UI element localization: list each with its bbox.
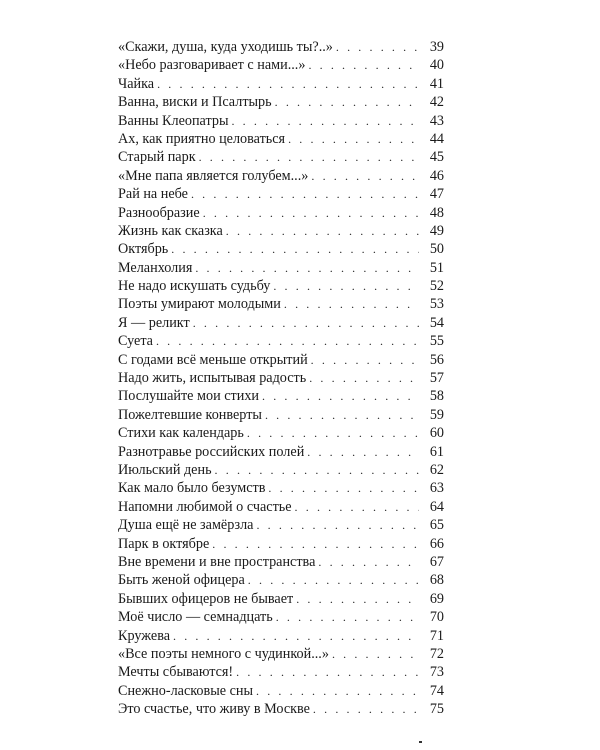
toc-entry xyxy=(118,222,444,240)
toc-entry-title: Суета xyxy=(118,333,153,350)
toc-dot-leader xyxy=(248,571,419,589)
toc-entry xyxy=(118,498,444,516)
toc-entry-page-number: 68 xyxy=(429,572,444,589)
toc-entry-title: «Мне папа является голубем...» xyxy=(118,167,309,184)
toc-entry xyxy=(118,38,444,56)
toc-dot-leader xyxy=(203,204,419,222)
toc-entry-title: Парк в октябре xyxy=(118,535,210,552)
toc-dot-leader xyxy=(157,75,419,93)
toc-entry-page-number: 73 xyxy=(429,664,444,681)
toc-entry xyxy=(118,461,444,479)
toc-dot-leader xyxy=(199,148,419,166)
toc-entry xyxy=(118,645,444,663)
toc-dot-leader xyxy=(318,553,419,571)
toc-entry xyxy=(118,479,444,497)
toc-entry xyxy=(118,167,444,185)
toc-entry xyxy=(118,627,444,645)
toc-entry-title: Ванна, виски и Псалтырь xyxy=(118,94,272,111)
toc-entry xyxy=(118,571,444,589)
toc-dot-leader xyxy=(156,332,419,350)
toc-entry-title: Кружева xyxy=(118,627,170,644)
toc-entry xyxy=(118,277,444,295)
toc-entry xyxy=(118,553,444,571)
toc-entry-title: Жизнь как сказка xyxy=(118,222,223,239)
toc-entry-page-number: 69 xyxy=(429,590,444,607)
toc-entry-title: Мечты сбываются! xyxy=(118,664,234,681)
toc-entry-title: Ах, как приятно целоваться xyxy=(118,130,286,147)
toc-entry xyxy=(118,75,444,93)
toc-entry-page-number: 62 xyxy=(429,461,444,478)
toc-entry xyxy=(118,351,444,369)
toc-entry-page-number: 72 xyxy=(429,645,444,662)
toc-entry-page-number: 39 xyxy=(429,39,444,55)
toc-entry-page-number: 52 xyxy=(429,278,444,295)
toc-dot-leader xyxy=(256,682,419,700)
toc-dot-leader xyxy=(284,295,419,313)
toc-entry-title: Моё число — семнадцать xyxy=(118,609,273,626)
toc-entry-title: Это счастье, что живу в Москве xyxy=(118,701,310,718)
toc-entry xyxy=(118,240,444,258)
toc-dot-leader xyxy=(295,498,419,516)
toc-entry-page-number: 53 xyxy=(429,296,444,313)
toc-dot-leader xyxy=(296,590,419,608)
toc-entry-page-number: 61 xyxy=(429,443,444,460)
toc-dot-leader xyxy=(262,387,419,405)
toc-dot-leader xyxy=(332,645,419,663)
toc-entry-page-number: 59 xyxy=(429,406,444,423)
toc-dot-leader xyxy=(231,112,419,130)
toc-entry-page-number: 66 xyxy=(429,535,444,552)
toc-entry-page-number: 67 xyxy=(429,553,444,570)
toc-dot-leader xyxy=(256,516,419,534)
toc-entry-title: Июльский день xyxy=(118,461,212,478)
toc-dot-leader xyxy=(276,608,419,626)
toc-entry-page-number: 71 xyxy=(429,627,444,644)
toc-entry-page-number: 63 xyxy=(429,480,444,497)
toc-entry-page-number: 44 xyxy=(429,130,444,147)
table-of-contents xyxy=(118,38,444,718)
toc-dot-leader xyxy=(309,369,419,387)
toc-entry-title: Разнотравье российских полей xyxy=(118,443,305,460)
toc-dot-leader xyxy=(247,424,419,442)
toc-entry xyxy=(118,535,444,553)
toc-entry-title: Старый парк xyxy=(118,149,196,166)
toc-entry-title: Поэты умирают молодыми xyxy=(118,296,281,313)
toc-dot-leader xyxy=(191,185,419,203)
toc-entry-title: «Скажи, душа, куда уходишь ты?..» xyxy=(118,39,333,55)
toc-entry xyxy=(118,608,444,626)
toc-entry-page-number: 45 xyxy=(429,149,444,166)
toc-entry-page-number: 47 xyxy=(429,186,444,203)
toc-dot-leader xyxy=(288,130,419,148)
toc-entry-title: Чайка xyxy=(118,75,155,92)
toc-entry-page-number: 57 xyxy=(429,370,444,387)
toc-entry xyxy=(118,406,444,424)
toc-entry xyxy=(118,93,444,111)
toc-dot-leader xyxy=(236,663,419,681)
toc-dot-leader xyxy=(195,259,419,277)
toc-entry-title: Послушайте мои стихи xyxy=(118,388,260,405)
toc-entry-title: Снежно-ласковые сны xyxy=(118,682,254,699)
toc-dot-leader xyxy=(313,700,419,718)
toc-entry xyxy=(118,424,444,442)
toc-entry-page-number: 58 xyxy=(429,388,444,405)
toc-dot-leader xyxy=(212,535,419,553)
toc-entry xyxy=(118,112,444,130)
toc-entry xyxy=(118,590,444,608)
toc-entry xyxy=(118,369,444,387)
toc-entry xyxy=(118,516,444,534)
toc-entry-page-number: 49 xyxy=(429,222,444,239)
toc-entry-page-number: 48 xyxy=(429,204,444,221)
toc-dot-leader xyxy=(311,351,419,369)
toc-entry-title: Меланхолия xyxy=(118,259,193,276)
toc-entry xyxy=(118,443,444,461)
toc-entry-page-number: 70 xyxy=(429,609,444,626)
toc-entry-page-number: 40 xyxy=(429,57,444,74)
toc-entry xyxy=(118,295,444,313)
toc-entry-title: Стихи как календарь xyxy=(118,425,244,442)
toc-entry-title: Душа ещё не замёрзла xyxy=(118,517,254,534)
toc-entry-title: Бывших офицеров не бывает xyxy=(118,590,294,607)
toc-entry xyxy=(118,148,444,166)
toc-entry-page-number: 74 xyxy=(429,682,444,699)
toc-entry xyxy=(118,204,444,222)
toc-entry-title: Как мало было безумств xyxy=(118,480,266,497)
toc-entry-title: Рай на небе xyxy=(118,186,188,203)
toc-entry-page-number: 75 xyxy=(429,701,444,718)
toc-entry-page-number: 41 xyxy=(429,75,444,92)
toc-entry-title: Пожелтевшие конверты xyxy=(118,406,262,423)
toc-dot-leader xyxy=(311,167,419,185)
toc-dot-leader xyxy=(308,56,419,74)
toc-entry-page-number: 50 xyxy=(429,241,444,258)
toc-entry xyxy=(118,700,444,718)
toc-entry-page-number: 42 xyxy=(429,94,444,111)
toc-dot-leader xyxy=(171,240,419,258)
print-speck xyxy=(419,741,422,743)
toc-dot-leader xyxy=(265,406,419,424)
toc-entry xyxy=(118,332,444,350)
toc-entry xyxy=(118,314,444,332)
toc-entry-page-number: 60 xyxy=(429,425,444,442)
toc-entry xyxy=(118,663,444,681)
toc-dot-leader xyxy=(215,461,419,479)
toc-entry-page-number: 43 xyxy=(429,112,444,129)
toc-entry xyxy=(118,387,444,405)
toc-entry-title: Я — реликт xyxy=(118,314,190,331)
toc-dot-leader xyxy=(193,314,419,332)
toc-entry-page-number: 64 xyxy=(429,498,444,515)
toc-entry-title: Надо жить, испытывая радость xyxy=(118,370,307,387)
toc-entry-title: Разнообразие xyxy=(118,204,200,221)
toc-dot-leader xyxy=(273,277,419,295)
toc-entry-page-number: 54 xyxy=(429,314,444,331)
toc-entry-title: «Небо разговаривает с нами...» xyxy=(118,57,306,74)
toc-dot-leader xyxy=(226,222,419,240)
toc-dot-leader xyxy=(307,443,419,461)
toc-entry-page-number: 46 xyxy=(429,167,444,184)
toc-entry-title: Напомни любимой о счастье xyxy=(118,498,292,515)
toc-entry-page-number: 51 xyxy=(429,259,444,276)
toc-dot-leader xyxy=(268,479,419,497)
toc-dot-leader xyxy=(173,627,419,645)
toc-entry xyxy=(118,259,444,277)
toc-entry xyxy=(118,56,444,74)
toc-entry-title: С годами всё меньше открытий xyxy=(118,351,308,368)
toc-entry-page-number: 65 xyxy=(429,517,444,534)
toc-entry-title: Вне времени и вне пространства xyxy=(118,553,316,570)
toc-dot-leader xyxy=(336,38,419,56)
toc-entry xyxy=(118,185,444,203)
toc-entry-title: Не надо искушать судьбу xyxy=(118,278,271,295)
toc-entry-title: Октябрь xyxy=(118,241,169,258)
toc-dot-leader xyxy=(275,93,419,111)
toc-entry-page-number: 56 xyxy=(429,351,444,368)
toc-entry-title: Ванны Клеопатры xyxy=(118,112,229,129)
toc-entry xyxy=(118,130,444,148)
toc-entry-title: Быть женой офицера xyxy=(118,572,245,589)
toc-entry-page-number: 55 xyxy=(429,333,444,350)
toc-entry xyxy=(118,682,444,700)
toc-entry-title: «Все поэты немного с чудинкой...» xyxy=(118,645,329,662)
